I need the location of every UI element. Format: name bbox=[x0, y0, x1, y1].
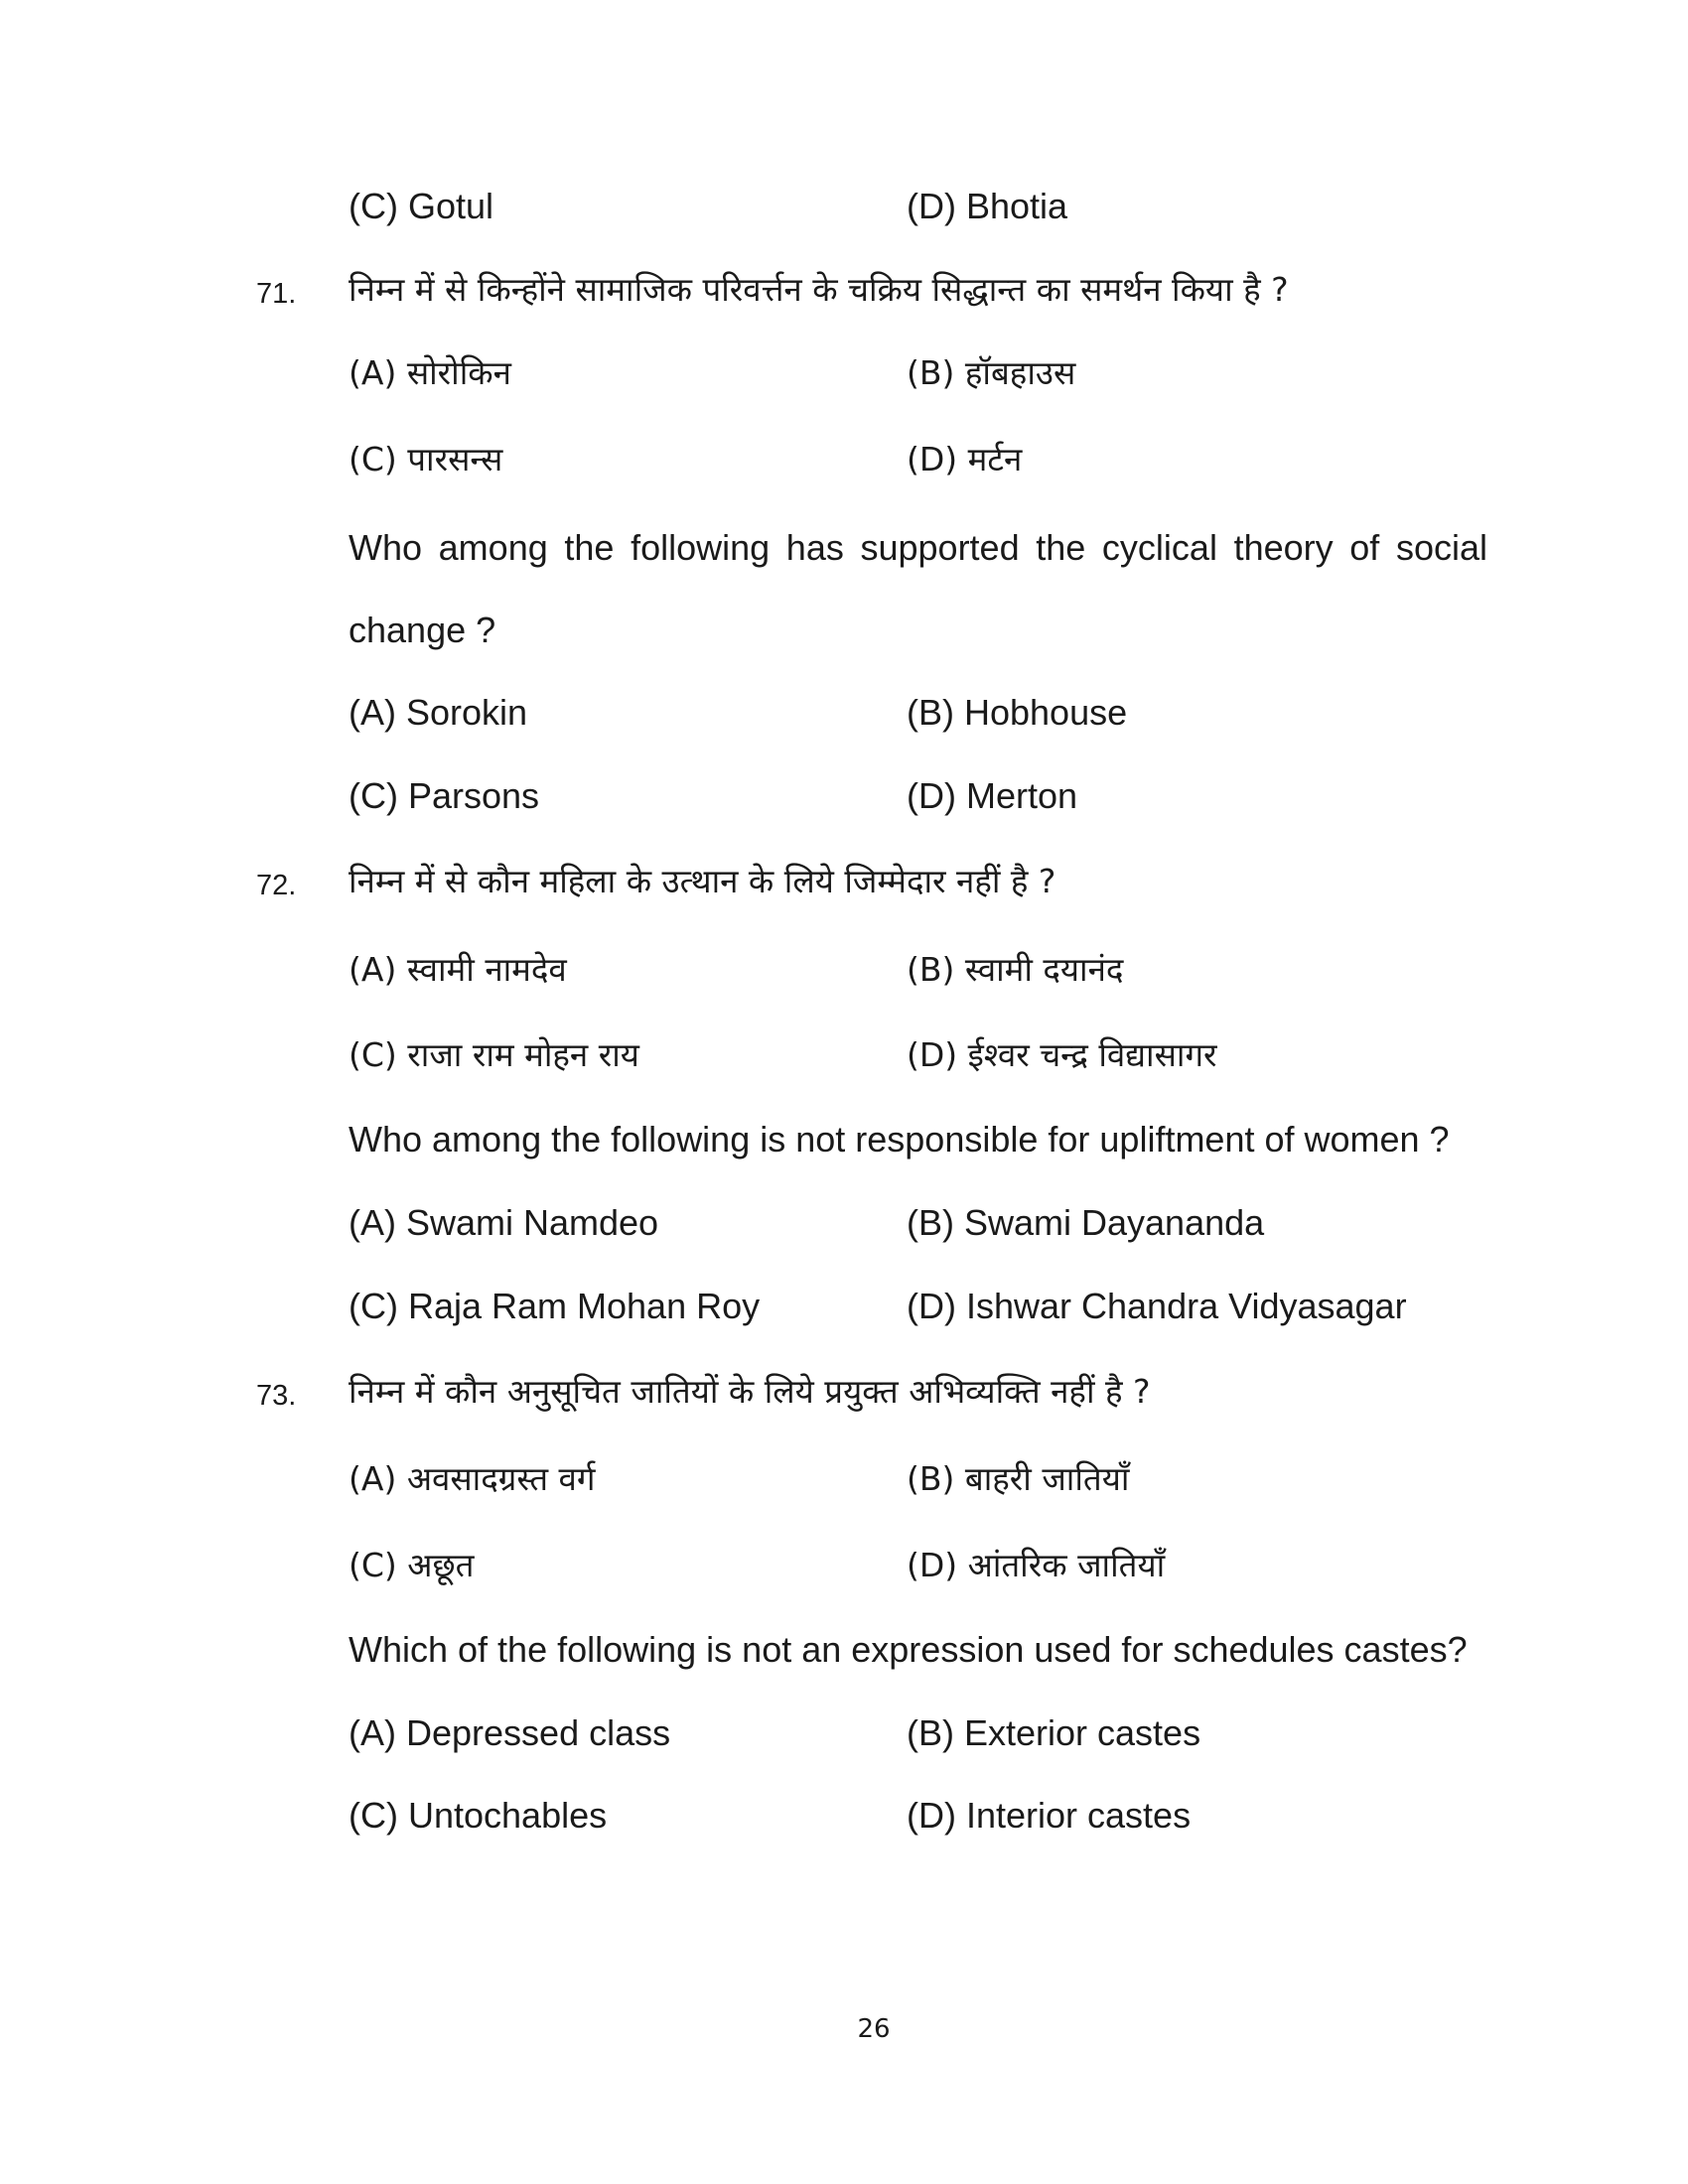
question-72-hindi-options-ab bbox=[0, 940, 1688, 1000]
option-a-hindi: (A) अवसादग्रस्त वर्ग bbox=[349, 1459, 596, 1498]
question-71-english-options-cd bbox=[0, 766, 1688, 826]
question-72-hindi-row bbox=[0, 852, 1688, 911]
option-c: (C) Raja Ram Mohan Roy bbox=[349, 1286, 761, 1326]
option-d-hindi: (D) ईश्वर चन्द्र विद्यासागर bbox=[907, 1035, 1217, 1074]
question-hindi-text: निम्न में से कौन महिला के उत्थान के लिये जिम्मेदार नहीं है ? bbox=[349, 862, 1056, 900]
option-b-hindi: (B) हॉबहाउस bbox=[907, 353, 1076, 392]
carry-over-options-row bbox=[0, 177, 1688, 236]
question-71-english-options-ab bbox=[0, 683, 1688, 743]
option-a: (A) Swami Namdeo bbox=[349, 1202, 659, 1243]
option-c-hindi: (C) राजा राम मोहन राय bbox=[349, 1035, 639, 1074]
question-hindi-text: निम्न में से किन्होंने सामाजिक परिवर्त्तन के चक्रिय सिद्धान्त का समर्थन किया है ? bbox=[349, 270, 1289, 309]
option-a-hindi: (A) स्वामी नामदेव bbox=[349, 950, 567, 989]
question-number: 73. bbox=[256, 1380, 297, 1412]
question-english-text: Who among the following is not responsible for upliftment of women ? bbox=[349, 1119, 1450, 1160]
option-a-hindi: (A) सोरोकिन bbox=[349, 353, 511, 392]
option-c: (C) Gotul bbox=[349, 186, 494, 226]
question-english-text: Which of the following is not an expression used for schedules castes? bbox=[349, 1629, 1468, 1670]
option-b-hindi: (B) बाहरी जातियाँ bbox=[907, 1459, 1130, 1498]
question-72-english-options-ab bbox=[0, 1193, 1688, 1253]
question-english-text-continued: change ? bbox=[349, 610, 496, 650]
option-d: (D) Merton bbox=[907, 775, 1078, 816]
option-d-hindi: (D) आंतरिक जातियाँ bbox=[907, 1546, 1166, 1584]
option-c: (C) Untochables bbox=[349, 1795, 608, 1836]
page-number: 26 bbox=[857, 2014, 891, 2044]
question-72-hindi-options-cd bbox=[0, 1025, 1688, 1085]
option-c: (C) Parsons bbox=[349, 775, 540, 816]
option-a: (A) Sorokin bbox=[349, 692, 528, 733]
question-73-hindi-row bbox=[0, 1362, 1688, 1422]
question-73-english-options-ab bbox=[0, 1704, 1688, 1763]
option-c-hindi: (C) अछूत bbox=[349, 1546, 475, 1584]
question-71-english-line2 bbox=[0, 601, 1688, 660]
question-number: 72. bbox=[256, 870, 297, 901]
option-d-hindi: (D) मर्टन bbox=[907, 440, 1023, 478]
question-number: 71. bbox=[256, 278, 297, 310]
option-d: (D) Interior castes bbox=[907, 1795, 1192, 1836]
question-english-text: Who among the following has supported the cyclical theory of social bbox=[349, 527, 1487, 568]
option-b-hindi: (B) स्वामी दयानंद bbox=[907, 950, 1124, 989]
question-hindi-text: निम्न में कौन अनुसूचित जातियों के लिये प्रयुक्त अभिव्यक्ति नहीं है ? bbox=[349, 1372, 1151, 1411]
option-c-hindi: (C) पारसन्स bbox=[349, 440, 503, 478]
question-73-english-row bbox=[0, 1620, 1688, 1680]
question-72-english-options-cd bbox=[0, 1277, 1688, 1336]
question-71-hindi-row bbox=[0, 260, 1688, 320]
question-71-hindi-options-ab bbox=[0, 343, 1688, 403]
option-b: (B) Swami Dayananda bbox=[907, 1202, 1265, 1243]
option-b: (B) Hobhouse bbox=[907, 692, 1128, 733]
question-71-english-line1 bbox=[0, 518, 1688, 578]
option-d: (D) Bhotia bbox=[907, 186, 1068, 226]
question-71-hindi-options-cd bbox=[0, 430, 1688, 489]
question-73-hindi-options-ab bbox=[0, 1449, 1688, 1509]
question-72-english-row bbox=[0, 1110, 1688, 1169]
option-a: (A) Depressed class bbox=[349, 1712, 671, 1753]
option-b: (B) Exterior castes bbox=[907, 1712, 1201, 1753]
question-73-english-options-cd bbox=[0, 1786, 1688, 1845]
option-d: (D) Ishwar Chandra Vidyasagar bbox=[907, 1286, 1407, 1326]
question-73-hindi-options-cd bbox=[0, 1536, 1688, 1595]
